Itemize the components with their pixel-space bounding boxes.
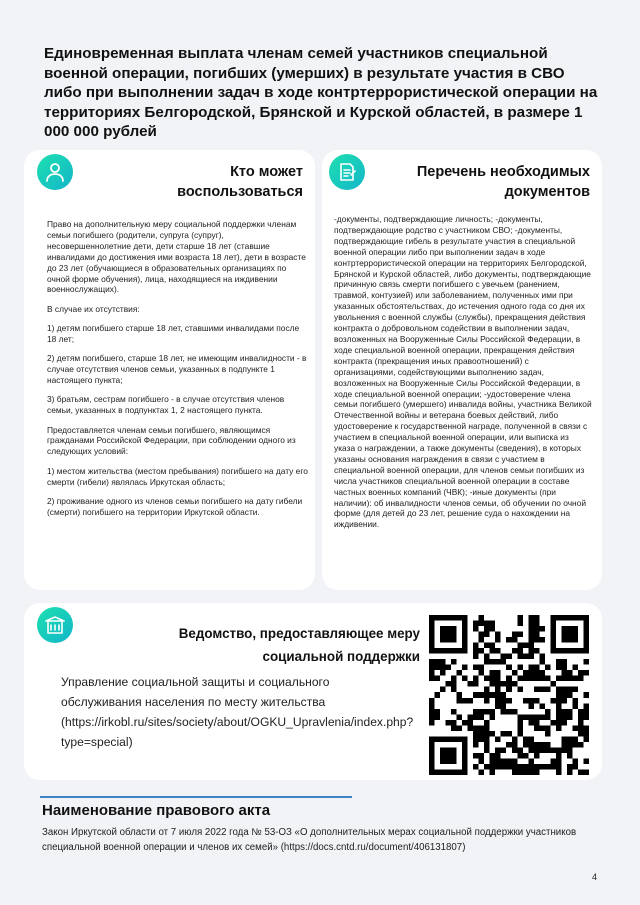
agency-text: Управление социальной защиты и социального обслуживания населения по месту жительства (https://irkobl.ru/sites/society/about/OGKU_Upravlenia/index.php?type=special) bbox=[61, 675, 414, 749]
law-text: Закон Иркутской области от 7 июля 2022 года № 53-ОЗ «О дополнительных мерах социальной поддержки участников специальной военной операции и членов их семей» (https://docs.cntd.ru/document/406131807) bbox=[42, 827, 577, 853]
qr-code-icon[interactable] bbox=[429, 615, 589, 775]
person-icon bbox=[37, 154, 73, 190]
paragraph: 2) проживание одного из членов семьи погибшего на дату гибели (смерти) погибшего на территории Иркутской области. bbox=[47, 495, 303, 517]
building-icon bbox=[37, 607, 73, 643]
document-icon bbox=[329, 154, 365, 190]
documents-card bbox=[322, 150, 602, 590]
documents-text: -документы, подтверждающие личность; -документы, подтверждающие родство с участником СВО; -документы, подтверждающие гибель в результате участия в специальной военной операции либо при выполнении задач в ходе контртеррористической операции на территориях Белгородской, Брянской и Курской областей, либо документы, подтверждающие причинную связь смерти погибшего с увечьем (ранением, травмой, контузией) или заболеванием, полученных ими при указанных обстоятельствах, до истечения одного года со дня их увольнения с военной службы (службы), прекращения действия контракта о добровольном содействии в выполнении задач, возложенных на Вооруженные Силы Российской Федерации, в ходе специальной военной операции, прекращения действия контракта (прекращения иных правоотношений) с организациями, содействующими выполнению задач, возложенных на Вооруженные Силы Российской Федерации, в ходе специальной военной операции; -удостоверение члена семьи погибшего (умершего) инвалида войны, участника Великой Отечественной войны и ветерана боевых действий, либо удостоверение к государственной награде, полученной в связи с участием в специальной военной операции, или выписка из указа о награждении, а также документы (сведения), в которых указаны основания награждения в связи с участием в специальной военной операции, для членов семьи погибших из числа участников специальной военной операции в составе частных военных компаний (ЧВК); -иные документы (при наличии): об инвалидности членов семьи, об обучении по очной форме (для детей до 23 лет, решение суда о нахождении на иждивении. bbox=[334, 214, 592, 530]
eligibility-heading: Кто может воспользоваться bbox=[177, 164, 303, 200]
law-heading: Наименование правового акта bbox=[42, 802, 271, 819]
divider bbox=[40, 796, 352, 798]
page-title: Единовременная выплата членам семей участников специальной военной операции, погибших (умерших) в результате участия в СВО либо при выполнении задач в ходе контртеррористической операции на территориях Белгородской, Брянской и Курской областей, в размере 1 000 000 рублей bbox=[44, 45, 598, 140]
agency-heading: Ведомство, предоставляющее меру социальной поддержки bbox=[178, 626, 420, 664]
paragraph: 3) братьям, сестрам погибшего - в случае отсутствия членов семьи, указанных в подпунктах 1, 2 настоящего пункта. bbox=[47, 394, 285, 416]
paragraph: 1) детям погибшего старше 18 лет, ставшими инвалидами после 18 лет; bbox=[47, 323, 300, 344]
eligibility-card bbox=[24, 150, 315, 590]
page-number: 4 bbox=[592, 872, 598, 882]
paragraph: 2) детям погибшего, старше 18 лет, не имеющим инвалидности - в случае отсутствия членов семьи, указанных в подпункте 1 настоящего пункта; bbox=[47, 353, 307, 386]
documents-heading: Перечень необходимых документов bbox=[416, 164, 590, 200]
agency-card bbox=[24, 603, 602, 780]
paragraph: Предоставляется членам семьи погибшего, являющимся гражданами Российской Федерации, при соблюдении одного из следующих условий: bbox=[47, 424, 296, 457]
paragraph: Право на дополнительную меру социальной поддержки членам семьи погибшего (родители, супруга (супруг), несовершеннолетние дети, дети старше 18 лет (ставшие инвалидами до достижения ими возраста 18 лет), дети в возрасте до 23 лет (обучающиеся в образовательных организациях по очной форме обучения), лица, находящиеся на иждивении военнослужащих). bbox=[47, 219, 306, 295]
paragraph: В случае их отсутствия: bbox=[47, 303, 140, 314]
paragraph: 1) местом жительства (местом пребывания) погибшего на дату его смерти (гибели) являлась Иркутская область; bbox=[47, 465, 308, 487]
eligibility-text bbox=[47, 219, 309, 526]
